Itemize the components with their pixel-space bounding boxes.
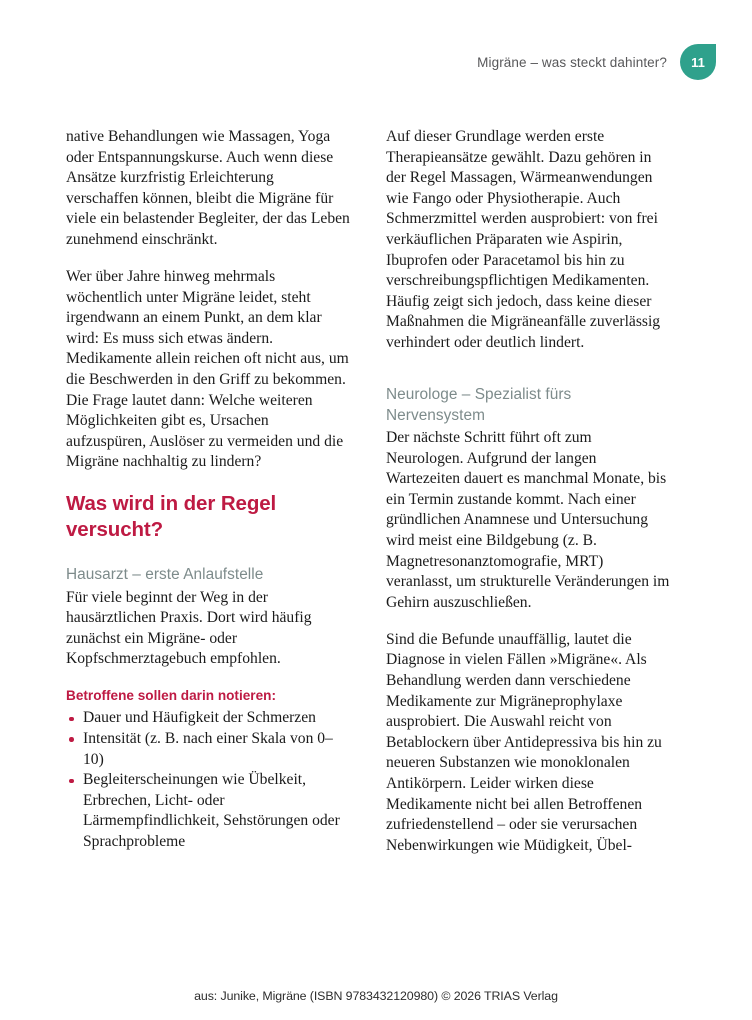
list-item: Dauer und Häufigkeit der Schmerzen (66, 708, 350, 729)
list-item: Begleiterscheinungen wie Übelkeit, Erbrechen, Licht- oder Lärmempfindlichkeit, Sehstörungen oder Sprachprobleme (66, 770, 350, 852)
running-header (477, 44, 716, 80)
paragraph: Der nächste Schritt führt oft zum Neurologen. Aufgrund der langen Wartezeiten dauert es manchmal Monate, bis ein Termin zustande kommt. Nach einer gründlichen Anamnese und Untersuchung wird meist eine Bildgebung (z. B. Magnetresonanztomografie, MRT) veranlasst, um strukturelle Veränderungen im Gehirn auszuschließen. (386, 429, 670, 611)
paragraph: Für viele beginnt der Weg in der hausärztlichen Praxis. Dort wird häufig zunächst ein Migräne- oder Kopfschmerztagebuch empfohlen. (66, 588, 312, 668)
list-item: Intensität (z. B. nach einer Skala von 0–10) (66, 729, 350, 770)
paragraph: native Behandlungen wie Massagen, Yoga oder Entspannungskurse. Auch wenn diese Ansätze kurzfristig Erleichterung verschaffen können, bleibt die Migräne für viele ein belastender Begleiter, der das Leben zunehmend einschränkt. (66, 128, 350, 248)
right-column (386, 127, 670, 927)
footer-credit-line: aus: Junike, Migräne (ISBN 9783432120980) © 2026 TRIAS Verlag (194, 989, 558, 1003)
running-header-title: Migräne – was steckt dahinter? (477, 54, 667, 70)
subsection-heading: Neurologe – Spezialist fürs Nervensystem (386, 386, 572, 424)
symptom-bullet-list (66, 708, 350, 852)
subsection-heading: Hausarzt – erste Anlaufstelle (66, 566, 264, 583)
paragraph: Sind die Befunde unauffällig, lautet die Diagnose in vielen Fällen »Migräne«. Als Behandlung werden dann verschiedene Medikamente zur Migräneprophylaxe ausprobiert. Die Auswahl reicht von Betablockern über Antidepressiva bis hin zu neueren Substanzen wie monoklonalen Antikörpern. Leider wirken diese Medikamente nicht bei allen Betroffenen zufriedenstellend – oder sie verursachen Nebenwirkungen wie Müdigkeit, Übel- (386, 630, 662, 854)
page-number-badge: 11 (680, 44, 716, 80)
section-heading: Was wird in der Regel versucht? (66, 492, 277, 541)
left-column (66, 127, 350, 927)
column-spacer (386, 370, 670, 385)
list-lead-in-text: Betroffene sollen darin notieren: (66, 688, 276, 704)
paragraph: Wer über Jahre hinweg mehrmals wöchentlich unter Migräne leidet, steht irgendwann an einem Punkt, an dem klar wird: Es muss sich etwas ändern. Medikamente allein reichen oft nicht aus, um die Beschwerden in den Griff zu bekommen. Die Frage lautet dann: Welche weiteren Möglichkeiten gibt es, Ursachen aufzuspüren, Auslöser zu vermeiden und die Migräne nachhaltig zu lindern? (66, 268, 349, 471)
paragraph: Auf dieser Grundlage werden erste Therapieansätze gewählt. Dazu gehören in der Regel Massagen, Wärmeanwendungen wie Fango oder Physiotherapie. Auch Schmerzmittel werden ausprobiert: von frei verkäuflichen Präparaten wie Aspirin, Ibuprofen oder Paracetamol bis hin zu verschreibungspflichtigen Medikamenten. Häufig zeigt sich jedoch, dass keine dieser Maßnahmen die Migräneanfälle zuverlässig verhindert oder deutlich lindert. (386, 128, 661, 351)
two-column-text-body (66, 127, 671, 927)
